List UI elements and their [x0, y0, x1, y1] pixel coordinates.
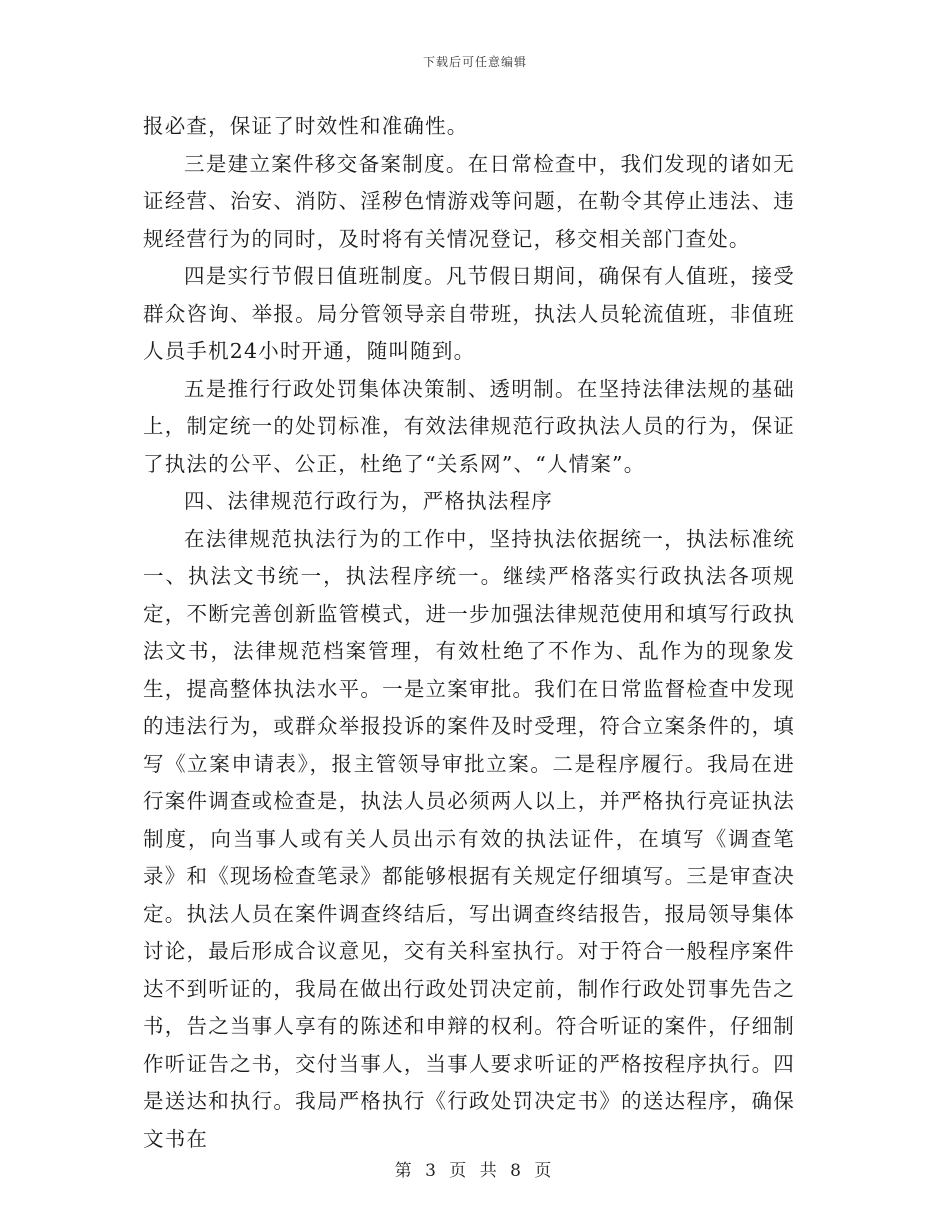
paragraph-case-transfer: 三是建立案件移交备案制度。在日常检查中，我们发现的诸如无证经营、治安、消防、淫秽色情游戏等问题，在勒令其停止违法、违规经营行为的同时，及时将有关情况登记，移交相关部门查处。: [143, 151, 795, 251]
page-header: 下载后可任意编辑: [422, 55, 527, 69]
document-body: [143, 108, 795, 1158]
section-heading: 四、法律规范行政行为，严格执法程序: [184, 489, 553, 513]
paragraph-continuation: 报必查，保证了时效性和准确性。: [143, 114, 469, 138]
paragraph-enforcement-procedure: 在法律规范执法行为的工作中，坚持执法依据统一，执法标准统一、执法文书统一，执法程序统一。继续严格落实行政执法各项规定，不断完善创新监管模式，进一步加强法律规范使用和填写行政执法文书，法律规范档案管理，有效杜绝了不作为、乱作为的现象发生，提高整体执法水平。一是立案审批。我们在日常监督检查中发现的违法行为，或群众举报投诉的案件及时受理，符合立案条件的，填写《立案申请表》，报主管领导审批立案。二是程序履行。我局在进行案件调查或检查是，执法人员必须两人以上，并严格执行亮证执法制度，向当事人或有关人员出示有效的执法证件，在填写《调查笔录》和《现场检查笔录》都能够根据有关规定仔细填写。三是审查决定。执法人员在案件调查终结后，写出调查终结报告，报局领导集体讨论，最后形成合议意见，交有关科室执行。对于符合一般程序案件达不到听证的，我局在做出行政处罚决定前，制作行政处罚事先告之书，告之当事人享有的陈述和申辩的权利。符合听证的案件，仔细制作听证告之书，交付当事人，当事人要求听证的严格按程序执行。四是送达和执行。我局严格执行《行政处罚决定书》的送达程序，确保文书在: [143, 526, 795, 1151]
paragraph-holiday-duty: 四是实行节假日值班制度。凡节假日期间，确保有人值班，接受群众咨询、举报。局分管领导亲自带班，执法人员轮流值班，非值班人员手机24小时开通，随叫随到。: [143, 264, 795, 363]
paragraph-collective-decision: 五是推行行政处罚集体决策制、透明制。在坚持法律法规的基础上，制定统一的处罚标准，有效法律规范行政执法人员的行为，保证了执法的公平、公正，杜绝了“关系网”、“人情案”。: [143, 376, 795, 476]
page-number: 第 3 页 共 8 页: [394, 1161, 556, 1181]
